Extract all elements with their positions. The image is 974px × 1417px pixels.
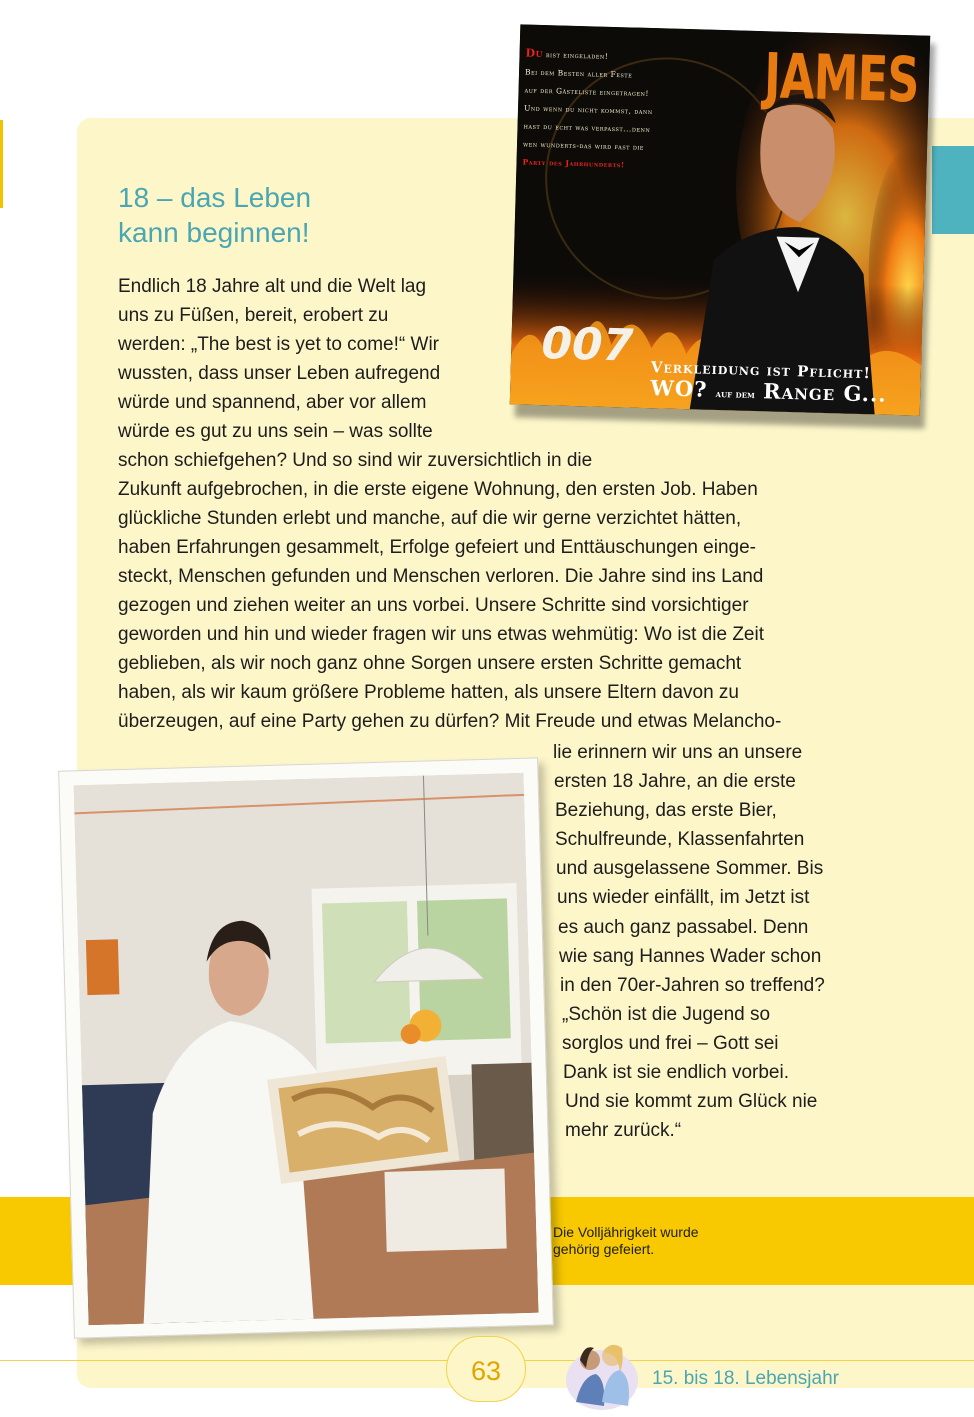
text-line: sorglos und frei – Gott sei <box>562 1032 779 1054</box>
margin-marker <box>0 120 3 208</box>
poster-dress-code: Verkleidung ist Pflicht! <box>650 358 872 383</box>
text-line: werden: „The best is yet to come!“ Wir <box>118 334 439 355</box>
invite-line: Bei dem Besten aller Feste <box>524 67 633 80</box>
body-paragraph-top <box>118 272 478 446</box>
text-line: Schulfreunde, Klassenfahrten <box>555 829 805 851</box>
page-number: 63 <box>470 1356 502 1386</box>
text-line: und ausgelassene Sommer. Bis <box>556 858 824 880</box>
text-line: Dank ist sie endlich vorbei. <box>563 1062 789 1084</box>
body-paragraph-middle <box>118 446 858 736</box>
where-label: WO? <box>649 375 708 402</box>
text-line: uns wieder einfällt, im Jetzt ist <box>557 887 810 909</box>
chapter-tab <box>932 146 974 234</box>
invitation-text <box>522 45 654 176</box>
invite-line: auf der Gästeliste eingetragen! <box>524 85 650 98</box>
text-line: uns zu Füßen, bereit, erobert zu <box>118 305 389 326</box>
text-line: „Schön ist die Jugend so <box>562 1003 771 1025</box>
photo-illustration <box>74 773 539 1325</box>
text-line: geworden und hin und wieder fragen wir uns etwas wehmütig: Wo ist die Zeit <box>118 624 764 645</box>
text-line: lie erinnern wir uns an unsere <box>553 742 803 763</box>
text-line: Endlich 18 Jahre alt und die Welt lag <box>118 276 427 297</box>
invite-line: bist eingeladen! <box>545 50 609 61</box>
body-paragraph-right <box>553 738 873 1145</box>
poster-007-logo: 007 <box>540 318 635 372</box>
text-line: haben Erfahrungen gesammelt, Erfolge gefeiert und Enttäuschungen einge- <box>118 537 756 558</box>
text-line: wussten, dass unser Leben aufregend <box>118 363 441 384</box>
text-line: Zukunft aufgebrochen, in die erste eigene Wohnung, den ersten Job. Haben <box>118 479 758 500</box>
text-line: Beziehung, das erste Bier, <box>555 800 777 822</box>
text-line: geblieben, als wir noch ganz ohne Sorgen unsere ersten Schritte gemacht <box>118 653 742 674</box>
chapter-title: 15. bis 18. Lebensjahr <box>652 1368 839 1389</box>
caption-line: Die Volljährigkeit wurde <box>553 1224 699 1240</box>
chapter-thumbnail-image <box>562 1332 642 1412</box>
text-line: haben, als wir kaum größere Probleme hatten, als unsere Eltern davon zu <box>118 682 739 703</box>
text-line: gezogen und ziehen weiter an uns vorbei. Unsere Schritte sind vorsichtiger <box>118 595 749 616</box>
text-line: steckt, Menschen gefunden und Menschen verloren. Die Jahre sind ins Land <box>118 566 764 587</box>
birthday-photo <box>58 757 554 1338</box>
caption-line: gehörig gefeiert. <box>553 1241 655 1257</box>
text-line: es auch ganz passabel. Denn <box>558 916 809 938</box>
text-line: glückliche Stunden erlebt und manche, auf die wir gerne verzichtet hätten, <box>118 508 742 529</box>
invite-line: hast du echt was verpasst...denn <box>523 121 651 135</box>
title-line: kann beginnen! <box>118 217 310 248</box>
invite-du: Du <box>525 46 544 60</box>
invite-line: wen wunderts-das wird fast die <box>522 139 645 152</box>
photo-caption <box>553 1224 699 1258</box>
text-line: würde es gut zu uns sein – was sollte <box>118 421 433 442</box>
text-line: würde und spannend, aber vor allem <box>118 392 427 413</box>
poster-james-title: JAMES <box>763 39 921 117</box>
where-small: auf dem <box>715 388 755 402</box>
invite-line: Party des Jahrhunderts! <box>522 157 625 170</box>
party-poster <box>510 24 930 415</box>
invite-line: Und wenn du nicht kommst, dann <box>523 103 653 117</box>
text-line: überzeugen, auf eine Party gehen zu dürfen? Mit Freude und etwas Melancho- <box>118 711 782 732</box>
text-line: mehr zurück.“ <box>565 1120 682 1142</box>
where-place: Range G... <box>762 378 888 407</box>
title-line: 18 – das Leben <box>118 182 312 213</box>
text-line: schon schiefgehen? Und so sind wir zuversichtlich in die <box>118 450 593 471</box>
text-line: Und sie kommt zum Glück nie <box>565 1091 818 1113</box>
text-line: ersten 18 Jahre, an die erste <box>554 771 796 793</box>
text-line: in den 70er-Jahren so treffend? <box>560 974 825 996</box>
article-title <box>118 180 311 250</box>
text-line: wie sang Hannes Wader schon <box>559 945 822 967</box>
